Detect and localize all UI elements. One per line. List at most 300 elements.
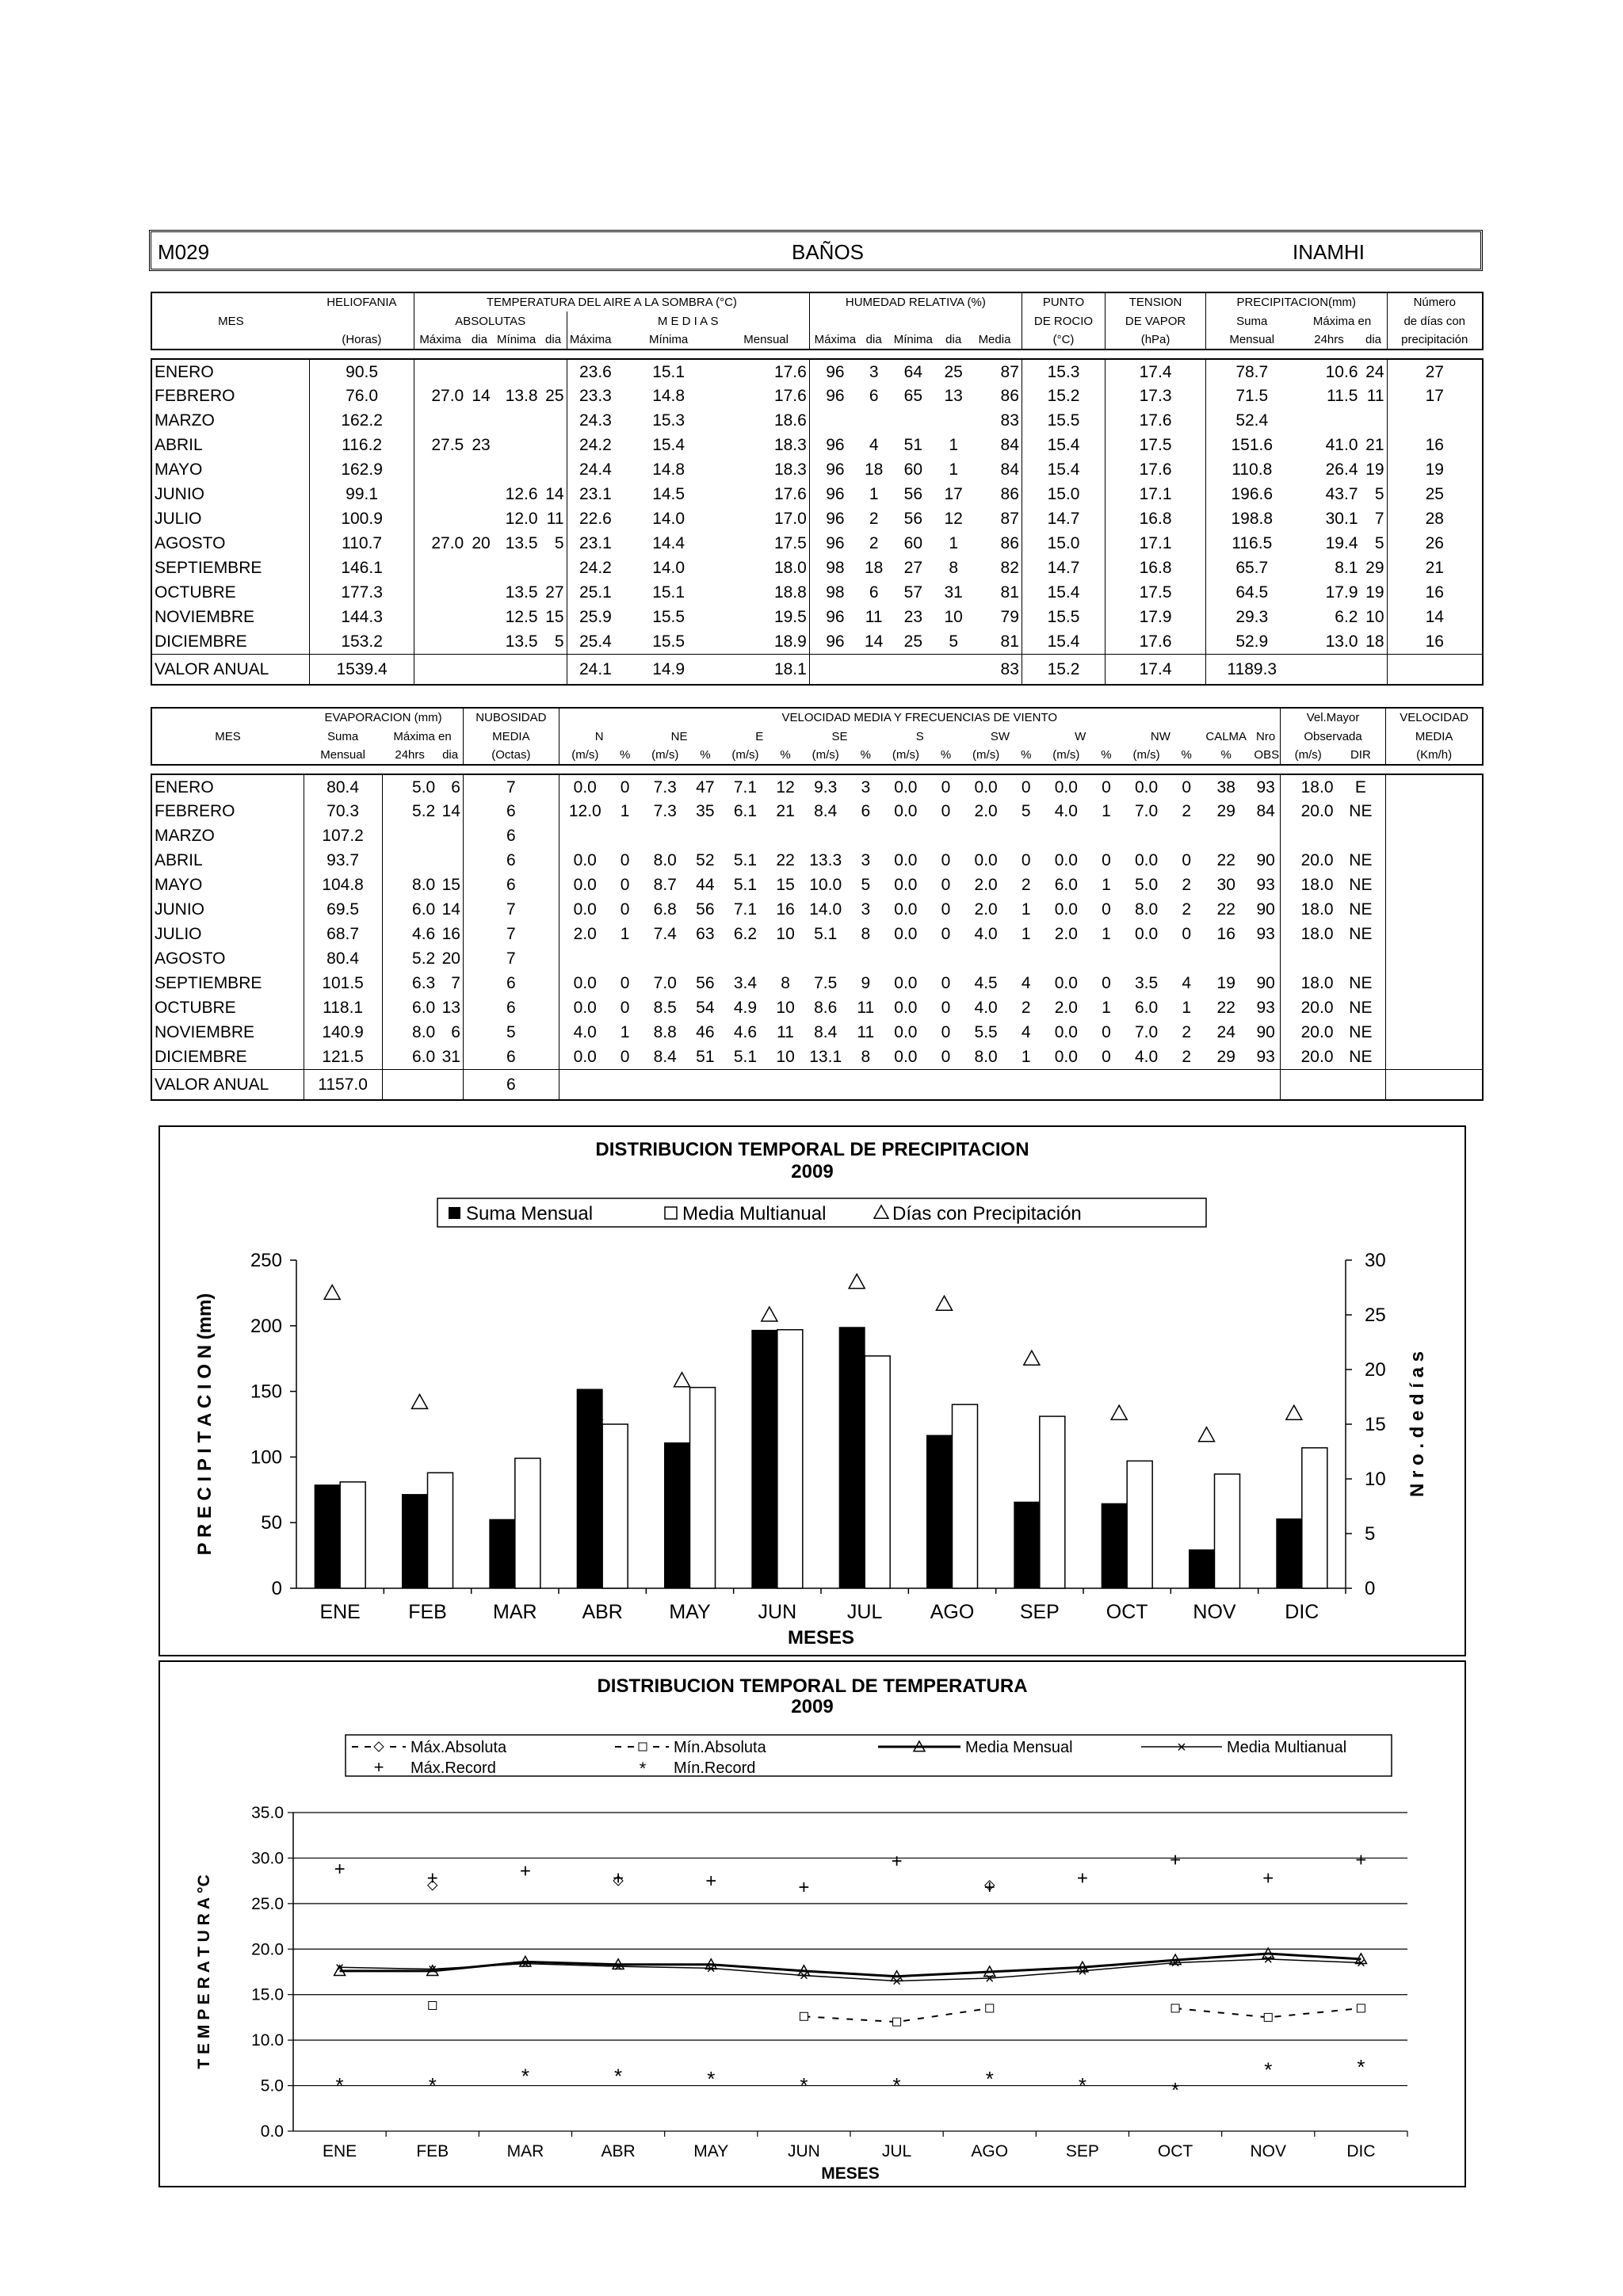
header-cell: (m/s) (1121, 746, 1173, 765)
bar-media-multianual (1215, 1474, 1240, 1588)
meteo-table-1 (151, 292, 1484, 686)
value-cell (1336, 823, 1386, 848)
value-cell: 7.5 (814, 974, 838, 992)
value-cell: 8 (861, 925, 871, 943)
value-cell: NE (1336, 897, 1386, 922)
value-cell (611, 1069, 640, 1100)
header-cell: (m/s) (960, 746, 1012, 765)
value-cell (1012, 1069, 1041, 1100)
value-cell: NE (1336, 1045, 1386, 1069)
value-cell: 0.0 (573, 999, 597, 1017)
value-cell (639, 1069, 691, 1100)
table-row (151, 556, 1483, 580)
y2-tick-label: 10 (1365, 1469, 1386, 1490)
value-cell (382, 848, 437, 873)
station-header (149, 230, 1483, 271)
value-cell: 6 (463, 971, 559, 995)
value-cell: 7.0 (653, 974, 677, 992)
value-cell: 13.3 (809, 851, 842, 869)
value-cell: 90 (1251, 1020, 1280, 1045)
y2-tick-label: 0 (1365, 1578, 1376, 1599)
value-cell (466, 457, 493, 482)
value-cell: 23.1 (579, 485, 612, 503)
value-cell: 87 (968, 359, 1022, 384)
marker-media-multianual: × (984, 1970, 995, 1988)
legend-marker: + (373, 1757, 384, 1777)
value-cell (493, 359, 540, 384)
value-cell: 28 (1387, 506, 1483, 531)
header-cell: DE VAPOR (1106, 311, 1206, 330)
value-cell (611, 946, 640, 971)
value-cell: 0.0 (1054, 900, 1078, 919)
value-cell: 14.8 (652, 460, 685, 479)
value-cell: 69.5 (304, 897, 382, 922)
table-row (151, 995, 1483, 1020)
value-cell: 0 (1092, 774, 1121, 799)
header-cell: (Horas) (310, 330, 414, 350)
value-cell (414, 629, 466, 654)
value-cell: 6.2 (1335, 608, 1358, 626)
value-cell (414, 506, 466, 531)
legend-label: Media Multianual (1227, 1739, 1347, 1756)
header-cell: Máxima (567, 330, 614, 350)
value-cell: 16 (1216, 925, 1235, 943)
y-axis-label: T E M P E R A T U R A °C (195, 1874, 213, 2069)
value-cell (611, 823, 640, 848)
header-cell: S (915, 729, 924, 743)
header-cell: M E D I A S (567, 311, 809, 330)
value-cell (771, 823, 800, 848)
value-cell: 10 (771, 1045, 800, 1069)
value-cell: 5.1 (733, 876, 758, 894)
header-cell: Mensual (304, 746, 382, 765)
value-cell: 8.4 (814, 1023, 838, 1041)
value-cell: 16 (1387, 629, 1483, 654)
value-cell: 93 (1251, 995, 1280, 1020)
value-cell: 104.8 (304, 873, 382, 897)
month-label: VALOR ANUAL (151, 654, 310, 685)
value-cell (1280, 946, 1335, 971)
legend-marker (639, 1743, 647, 1751)
month-label: SEPTIEMBRE (151, 971, 304, 995)
value-cell (540, 654, 567, 685)
value-cell: 2.0 (573, 925, 597, 943)
value-cell: 8.7 (653, 876, 677, 894)
marker-min-record: * (1264, 2057, 1273, 2082)
legend-marker: × (1177, 1739, 1186, 1756)
legend-marker: * (639, 1759, 647, 1778)
value-cell: 43.7 (1325, 485, 1358, 503)
value-cell: 8.4 (639, 1045, 691, 1069)
value-cell: 93.7 (304, 848, 382, 873)
value-cell: 20.0 (1300, 999, 1334, 1017)
value-cell: 2 (869, 534, 879, 552)
month-label: OCTUBRE (151, 995, 304, 1020)
header-cell: dia (861, 330, 888, 350)
marker-min-absoluta (986, 2004, 994, 2012)
value-cell: 2 (1182, 1023, 1192, 1041)
value-cell: 17.0 (723, 506, 809, 531)
bar-suma-mensual (752, 1330, 777, 1588)
value-cell (1386, 774, 1483, 799)
header-cell: TEMPERATURA DEL AIRE A LA SOMBRA (°C) (414, 292, 809, 311)
value-cell: 31 (437, 1045, 463, 1069)
value-cell: 0.0 (974, 851, 998, 869)
value-cell: 0.0 (1121, 774, 1173, 799)
header-cell: dia (1361, 330, 1388, 350)
value-cell: 51 (691, 1045, 720, 1069)
value-cell: 100.9 (310, 506, 414, 531)
value-cell (414, 482, 466, 506)
value-cell: 1 (949, 534, 958, 552)
value-cell: 5 (1021, 802, 1031, 820)
header-cell: DE ROCIO (1022, 311, 1105, 330)
value-cell (466, 556, 493, 580)
legend-swatch (449, 1207, 460, 1219)
header-cell: (m/s) (800, 746, 852, 765)
header-cell: (m/s) (1041, 746, 1093, 765)
value-cell (800, 1069, 852, 1100)
value-cell: 1189.3 (1205, 654, 1297, 685)
header-cell: Media (968, 330, 1022, 350)
header-cell: MES (151, 727, 304, 746)
value-cell: 1 (1102, 876, 1111, 894)
value-cell: 7 (463, 946, 559, 971)
value-cell: 0.0 (894, 802, 918, 820)
value-cell (1121, 946, 1173, 971)
month-label: OCTUBRE (151, 580, 310, 605)
value-cell: 13.5 (493, 629, 540, 654)
value-cell: 144.3 (310, 605, 414, 629)
value-cell: 6 (437, 774, 463, 799)
value-cell: E (1336, 774, 1386, 799)
value-cell (1201, 823, 1251, 848)
value-cell: 30 (1216, 876, 1235, 894)
value-cell: 0 (1021, 851, 1031, 869)
header-cell: Mínima (614, 330, 724, 350)
header-cell: 24hrs (1298, 330, 1361, 350)
value-cell: 14.0 (652, 559, 685, 577)
value-cell: 80.4 (304, 946, 382, 971)
y2-axis-label: N r o . d e d í a s (1407, 1350, 1428, 1498)
x-tick-label: JUN (787, 2142, 820, 2160)
month-label: JUNIO (151, 482, 310, 506)
value-cell: 65.7 (1235, 559, 1269, 577)
marker-media-multianual: × (1170, 1954, 1180, 1973)
value-cell: 17.6 (723, 482, 809, 506)
value-cell (1251, 823, 1280, 848)
marker-media-multianual: × (427, 1961, 437, 1979)
value-cell: 4.0 (974, 999, 998, 1017)
header-cell: MEDIA (1386, 727, 1483, 746)
value-cell: 83 (968, 654, 1022, 685)
marker-dias-precipitacion (1286, 1405, 1302, 1419)
value-cell: 65 (903, 387, 922, 405)
marker-max-record: + (705, 1870, 717, 1893)
value-cell: 21 (1387, 556, 1483, 580)
value-cell: 16 (776, 900, 795, 919)
value-cell: 64.5 (1235, 583, 1269, 602)
table-row (151, 605, 1483, 629)
month-label: MAYO (151, 873, 304, 897)
marker-dias-precipitacion (849, 1274, 865, 1289)
value-cell (1251, 946, 1280, 971)
value-cell: 0.0 (1041, 1045, 1093, 1069)
value-cell (1092, 1069, 1121, 1100)
value-cell: 0 (941, 1023, 951, 1041)
value-cell: 0 (1102, 974, 1111, 992)
value-cell: 7 (463, 897, 559, 922)
value-cell: 11 (857, 999, 875, 1017)
value-cell: 18.0 (1300, 876, 1334, 894)
header-cell: Observada (1280, 727, 1385, 746)
value-cell (414, 408, 466, 433)
value-cell: 10 (944, 608, 963, 626)
table-row (151, 1020, 1483, 1045)
value-cell: 96 (826, 485, 845, 503)
value-cell: 23.6 (567, 359, 614, 384)
value-cell: 5.1 (720, 1045, 772, 1069)
marker-min-record: * (707, 2067, 716, 2092)
value-cell: 0 (1092, 1045, 1121, 1069)
marker-max-record: + (1262, 1867, 1274, 1889)
value-cell: 5.2 (412, 802, 436, 820)
value-cell: 52.4 (1235, 411, 1269, 430)
legend-label: Máx.Record (411, 1759, 496, 1777)
value-cell (1386, 799, 1483, 823)
marker-min-record: * (335, 2073, 344, 2098)
value-cell: NE (1336, 848, 1386, 873)
value-cell (466, 605, 493, 629)
value-cell: 60 (903, 534, 922, 552)
header-cell: % (851, 746, 880, 765)
value-cell: 146.1 (310, 556, 414, 580)
value-cell: 15.2 (1022, 654, 1105, 685)
header-cell: de días con (1387, 311, 1483, 330)
value-cell: 15 (437, 873, 463, 897)
value-cell: NE (1336, 971, 1386, 995)
x-tick-label: ENE (319, 1601, 361, 1623)
value-cell: 29.3 (1235, 608, 1269, 626)
value-cell: 6.1 (733, 802, 758, 820)
value-cell: 25.4 (567, 629, 614, 654)
value-cell: 18.1 (723, 654, 809, 685)
line-media-multianual (340, 1959, 1361, 1981)
value-cell: 99.1 (310, 482, 414, 506)
value-cell: 52 (696, 851, 715, 869)
value-cell: 6.0 (1134, 999, 1159, 1017)
value-cell (466, 359, 493, 384)
value-cell: 0 (1102, 1023, 1111, 1041)
value-cell (437, 848, 463, 873)
value-cell: 23.1 (579, 534, 612, 552)
value-cell: 153.2 (310, 629, 414, 654)
value-cell: 0 (941, 802, 951, 820)
value-cell (960, 946, 1012, 971)
header-cell: NUBOSIDAD (463, 708, 559, 727)
value-cell: 1 (620, 1023, 630, 1041)
value-cell: 60 (903, 460, 922, 479)
value-cell: 25 (540, 384, 567, 408)
value-cell (1386, 971, 1483, 995)
value-cell: 1 (949, 460, 958, 479)
value-cell: 86 (968, 482, 1022, 506)
value-cell (1386, 823, 1483, 848)
value-cell: 0 (1102, 900, 1111, 919)
value-cell: 14.7 (1022, 556, 1105, 580)
value-cell (466, 654, 493, 685)
value-cell: 6 (869, 387, 879, 405)
value-cell: 8.0 (412, 1023, 436, 1041)
value-cell: 24 (1216, 1023, 1235, 1041)
table-row (151, 580, 1483, 605)
x-tick-label: DIC (1285, 1601, 1319, 1623)
legend-swatch (665, 1207, 677, 1219)
y-tick-label: 100 (250, 1446, 282, 1469)
value-cell (771, 946, 800, 971)
value-cell: 1 (620, 802, 630, 820)
value-cell: 96 (826, 608, 845, 626)
value-cell: 14.7 (1022, 506, 1105, 531)
value-cell: 17.4 (1106, 654, 1206, 685)
value-cell: 23 (472, 436, 491, 454)
value-cell: 5.1 (733, 851, 758, 869)
header-cell (151, 330, 310, 350)
y2-tick-label: 25 (1365, 1305, 1386, 1326)
month-label: FEBRERO (151, 799, 304, 823)
marker-dias-precipitacion (674, 1373, 690, 1387)
table-row (151, 897, 1483, 922)
value-cell (437, 1069, 463, 1100)
value-cell: 46 (696, 1023, 715, 1041)
value-cell: 8.0 (960, 1045, 1012, 1069)
value-cell: 17.4 (1106, 359, 1206, 384)
value-cell: 25 (1387, 482, 1483, 506)
value-cell: 6.0 (412, 900, 436, 919)
value-cell: 1 (1021, 900, 1031, 919)
x-axis-label: MESES (787, 1627, 855, 1648)
value-cell: 26.4 (1325, 460, 1358, 479)
value-cell: 4 (1182, 974, 1192, 992)
value-cell: 0.0 (1134, 925, 1159, 943)
y2-tick-label: 5 (1365, 1523, 1376, 1545)
value-cell (887, 408, 939, 433)
value-cell: 0 (941, 925, 951, 943)
value-cell: 8.0 (412, 876, 436, 894)
value-cell: 27.0 (431, 387, 464, 405)
value-cell (1280, 823, 1335, 848)
value-cell: 0 (932, 1045, 960, 1069)
value-cell: 6.0 (412, 999, 436, 1017)
header-cell: VELOCIDAD MEDIA Y FRECUENCIAS DE VIENTO (559, 708, 1280, 727)
value-cell: 8 (949, 559, 958, 577)
y-tick-label: 0.0 (260, 2122, 284, 2141)
value-cell: 0 (620, 974, 630, 992)
y2-tick-label: 20 (1365, 1359, 1386, 1381)
value-cell: 15.5 (1022, 408, 1105, 433)
value-cell: 16.8 (1106, 506, 1206, 531)
value-cell (960, 1069, 1012, 1100)
value-cell: 15.4 (652, 436, 685, 454)
value-cell: 6 (861, 802, 871, 820)
value-cell: 0 (1182, 851, 1192, 869)
marker-media-multianual: × (706, 1960, 716, 1978)
header-cell: Mínima (493, 330, 540, 350)
precip-chart (160, 1127, 1465, 1655)
value-cell: 11 (865, 608, 883, 626)
value-cell: 27 (1387, 359, 1483, 384)
value-cell (639, 823, 691, 848)
value-cell: 15.3 (652, 411, 685, 430)
bar-media-multianual (865, 1356, 890, 1588)
y-axis-label: P R E C I P I T A C I O N (mm) (194, 1293, 216, 1556)
value-cell (932, 1069, 960, 1100)
temp-chart (160, 1662, 1465, 2186)
value-cell: 0 (611, 1045, 640, 1069)
value-cell: 17 (1387, 384, 1483, 408)
bar-suma-mensual (839, 1328, 865, 1588)
value-cell (851, 823, 880, 848)
value-cell: 78.7 (1205, 359, 1297, 384)
value-cell: 8 (781, 974, 790, 992)
chart-title: DISTRIBUCION TEMPORAL DE TEMPERATURA (597, 1675, 1028, 1697)
value-cell: 12.0 (505, 510, 538, 528)
value-cell: 2.0 (974, 802, 998, 820)
value-cell: 22 (776, 851, 795, 869)
legend-label: Suma Mensual (466, 1203, 594, 1224)
legend-label: Media Multianual (682, 1203, 827, 1224)
value-cell: 4.0 (974, 925, 998, 943)
header-cell: W (1075, 729, 1086, 743)
value-cell (1386, 897, 1483, 922)
header-cell: Nro (1251, 727, 1280, 746)
bar-media-multianual (1127, 1461, 1152, 1588)
value-cell: 20.0 (1300, 802, 1334, 820)
value-cell (1201, 946, 1251, 971)
value-cell: 90 (1251, 971, 1280, 995)
value-cell (800, 823, 852, 848)
chart-subtitle: 2009 (791, 1696, 834, 1717)
header-cell: (m/s) (720, 746, 772, 765)
marker-min-record: * (428, 2073, 437, 2098)
month-label: JULIO (151, 922, 304, 946)
header-cell: Mínima (887, 330, 939, 350)
header-cell: (°C) (1022, 330, 1105, 350)
value-cell: 6 (869, 583, 879, 602)
value-cell: 96 (826, 436, 845, 454)
marker-min-absoluta (429, 2001, 437, 2009)
value-cell: 8.0 (1134, 900, 1159, 919)
x-tick-label: ENE (322, 2142, 357, 2160)
value-cell: 4.0 (1054, 802, 1078, 820)
value-cell (932, 946, 960, 971)
value-cell: 15.5 (614, 629, 724, 654)
value-cell: 17.1 (1106, 531, 1206, 556)
value-cell: 18.9 (723, 629, 809, 654)
value-cell (466, 408, 493, 433)
value-cell: 6.0 (1054, 876, 1078, 894)
value-cell: 0.0 (559, 1045, 611, 1069)
y-tick-label: 150 (250, 1381, 282, 1403)
header-cell: % (1092, 746, 1121, 765)
value-cell (691, 946, 720, 971)
marker-min-record: * (1078, 2073, 1086, 2098)
value-cell: 8.5 (653, 999, 677, 1017)
value-cell: 10 (776, 925, 795, 943)
table-row (151, 946, 1483, 971)
value-cell: 7.1 (720, 774, 772, 799)
header-cell (151, 708, 304, 727)
